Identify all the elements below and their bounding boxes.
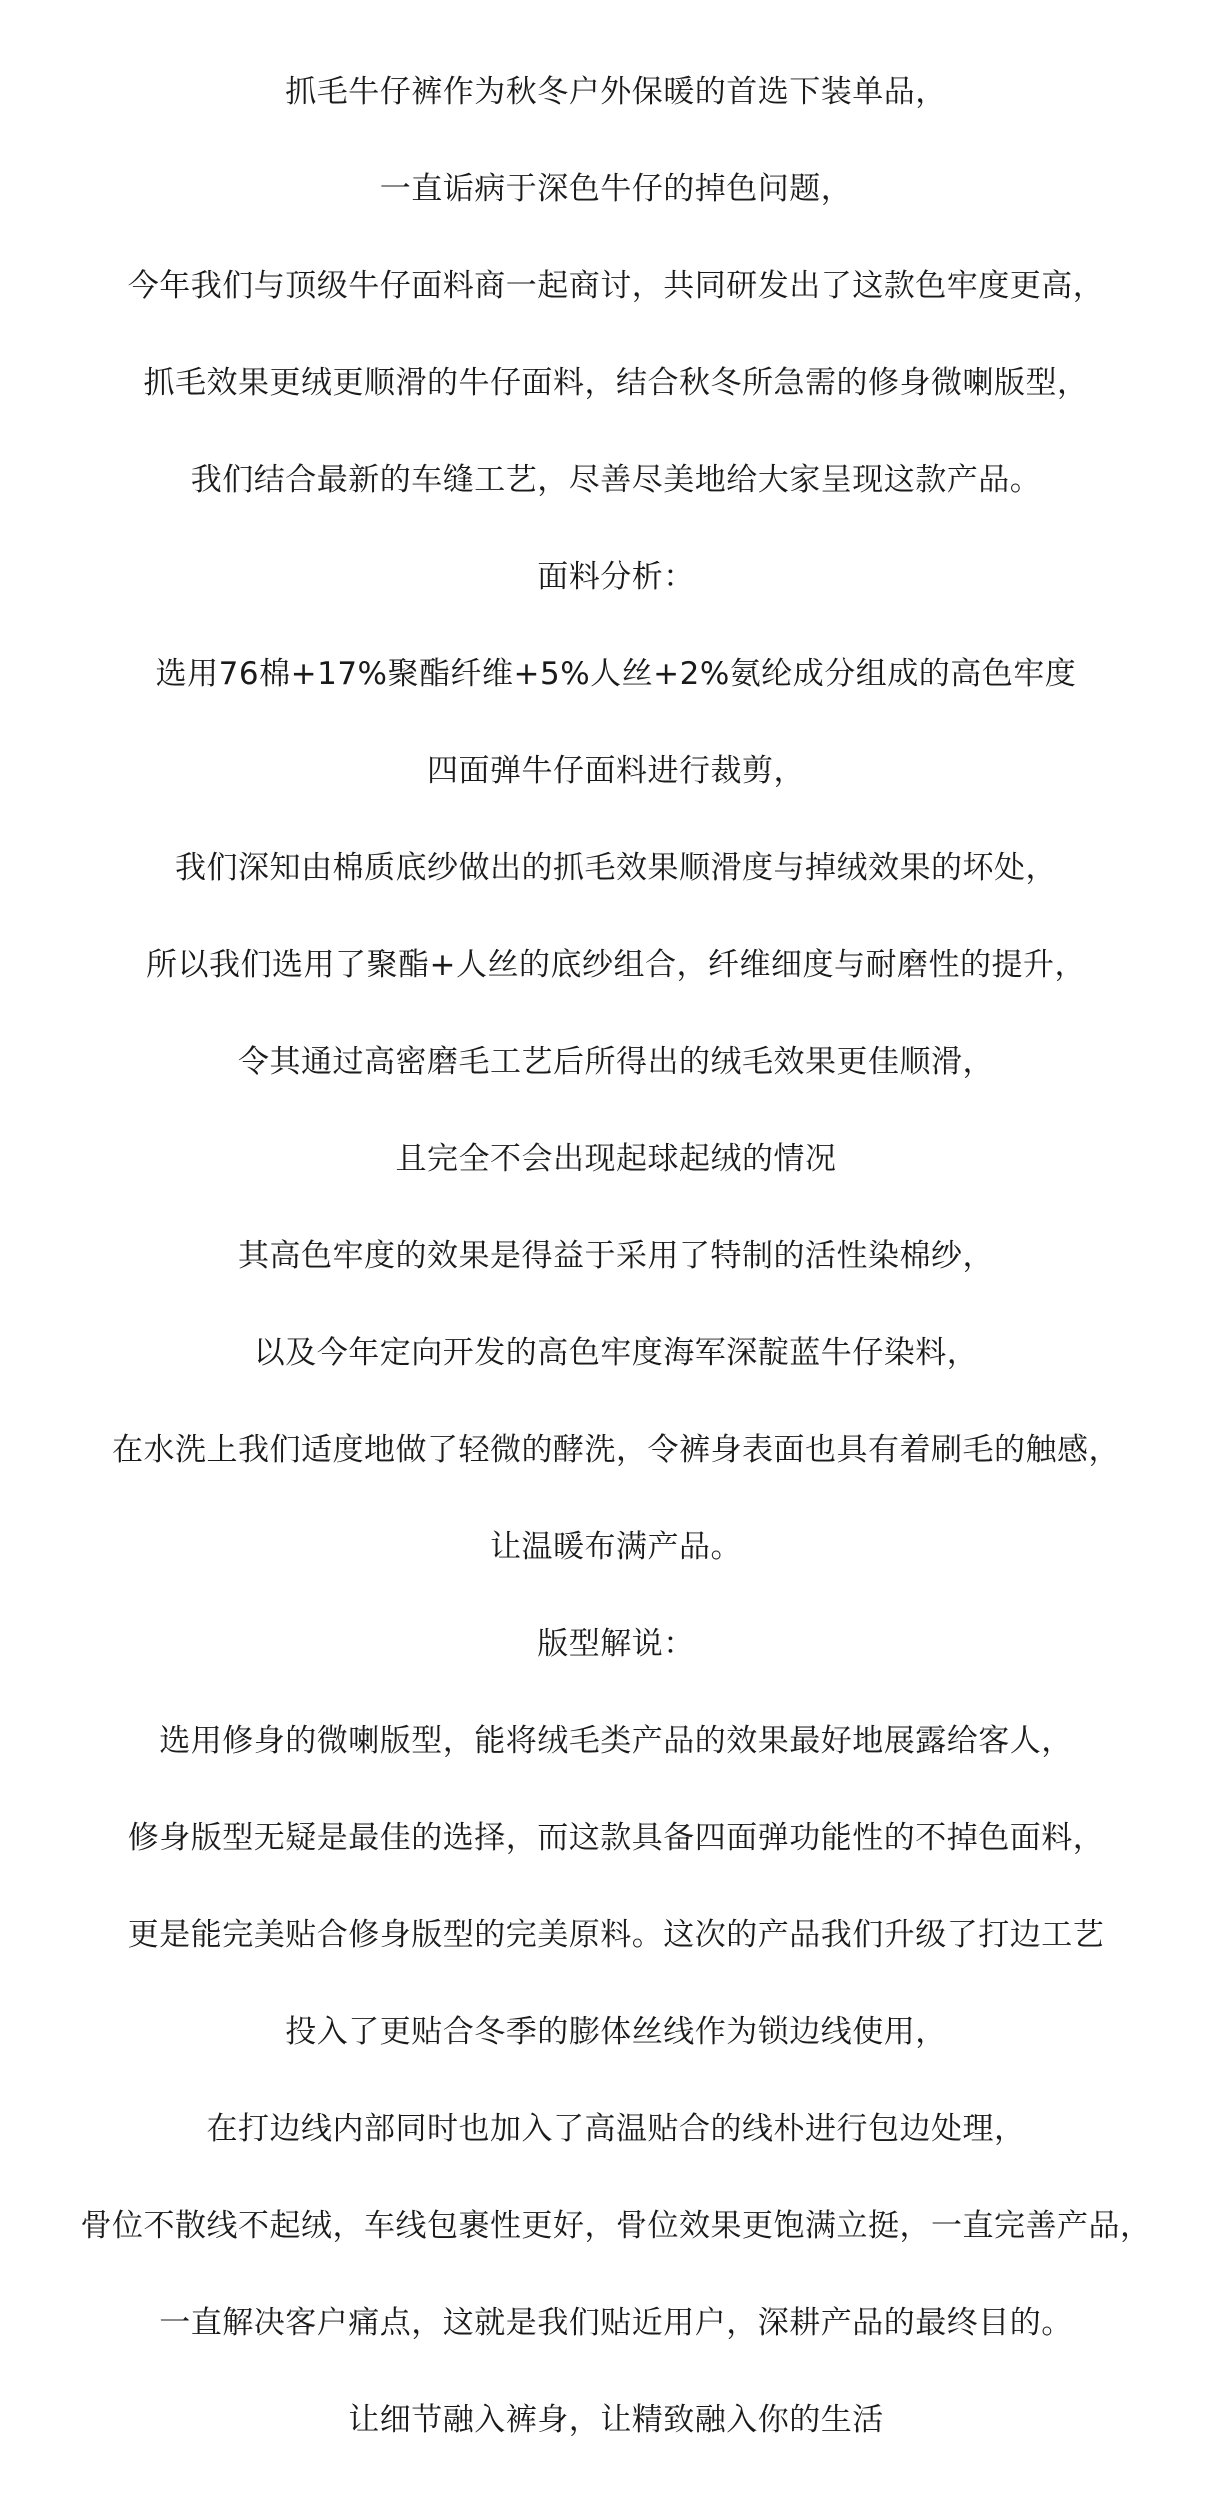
text-line: 在打边线内部同时也加入了高温贴合的线朴进行包边处理， [206, 2111, 1026, 2147]
text-line: 选用修身的微喇版型，能将绒毛类产品的效果最好地展露给客人， [159, 1723, 1073, 1759]
text-line: 我们深知由棉质底纱做出的抓毛效果顺滑度与掉绒效果的坏处， [175, 850, 1057, 886]
text-line: 我们结合最新的车缝工艺，尽善尽美地给大家呈现这款产品。 [190, 462, 1042, 498]
text-line: 且完全不会出现起球起绒的情况 [395, 1141, 837, 1177]
text-line: 令其通过高密磨毛工艺后所得出的绒毛效果更佳顺滑， [238, 1044, 994, 1080]
closing-line: 让细节融入裤身，让精致融入你的生活 [348, 2402, 884, 2438]
text-line: 选用76棉+17%聚酯纤维+5%人丝+2%氨纶成分组成的高色牢度 [155, 656, 1077, 692]
text-line: 其高色牢度的效果是得益于采用了特制的活性染棉纱， [238, 1238, 994, 1274]
text-line: 抓毛牛仔裤作为秋冬户外保暖的首选下装单品， [285, 74, 947, 110]
text-line: 骨位不散线不起绒，车线包裹性更好，骨位效果更饱满立挺，一直完善产品， [80, 2208, 1152, 2244]
text-line: 投入了更贴合冬季的膨体丝线作为锁边线使用， [285, 2014, 947, 2050]
section-heading: 面料分析： [537, 559, 695, 595]
text-line: 在水洗上我们适度地做了轻微的酵洗，令裤身表面也具有着刷毛的触感， [112, 1432, 1120, 1468]
text-line: 所以我们选用了聚酯+人丝的底纱组合，纤维细度与耐磨性的提升， [146, 947, 1086, 983]
text-line: 四面弹牛仔面料进行裁剪， [427, 753, 805, 789]
section-heading: 版型解说： [537, 1626, 695, 1662]
text-line: 一直解决客户痛点，这就是我们贴近用户，深耕产品的最终目的。 [159, 2305, 1073, 2341]
text-line: 修身版型无疑是最佳的选择，而这款具备四面弹功能性的不掉色面料， [127, 1820, 1105, 1856]
text-line: 抓毛效果更绒更顺滑的牛仔面料，结合秋冬所急需的修身微喇版型， [143, 365, 1089, 401]
text-line: 一直诟病于深色牛仔的掉色问题， [379, 171, 853, 207]
text-line: 更是能完美贴合修身版型的完美原料。这次的产品我们升级了打边工艺 [127, 1917, 1105, 1953]
text-line: 以及今年定向开发的高色牢度海军深靛蓝牛仔染料， [253, 1335, 979, 1371]
text-line: 让温暖布满产品。 [490, 1529, 742, 1565]
text-line: 今年我们与顶级牛仔面料商一起商讨，共同研发出了这款色牢度更高， [127, 268, 1105, 304]
